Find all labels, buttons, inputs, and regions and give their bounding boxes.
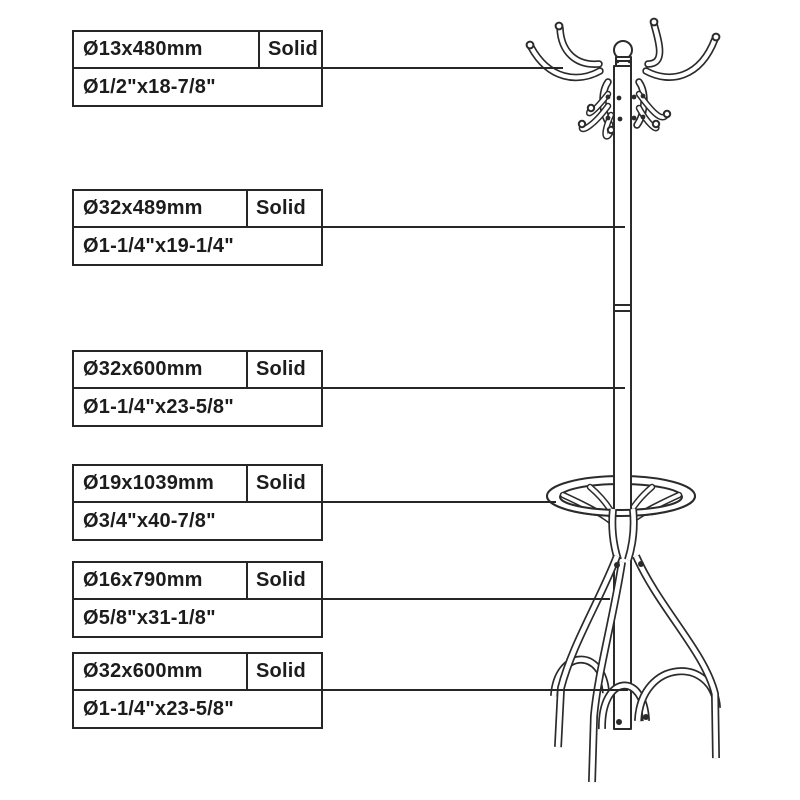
metric-dimension: Ø32x600mm — [83, 660, 203, 682]
base-arches — [554, 660, 717, 729]
metric-dimension: Ø16x790mm — [83, 569, 203, 591]
material-type: Solid — [246, 654, 321, 689]
spec-table-4 — [72, 464, 323, 541]
material-type: Solid — [246, 352, 321, 387]
imperial-dimension: Ø1-1/4"x23-5/8" — [83, 697, 234, 720]
material-type: Solid — [246, 563, 321, 598]
material-type: Solid — [246, 466, 321, 501]
imperial-dimension: Ø1-1/4"x19-1/4" — [83, 234, 234, 257]
metric-dimension: Ø32x600mm — [83, 358, 203, 380]
spec-table-5 — [72, 561, 323, 638]
metric-dimension: Ø19x1039mm — [83, 472, 214, 494]
metric-dimension: Ø13x480mm — [83, 38, 203, 60]
imperial-dimension: Ø1/2"x18-7/8" — [83, 75, 216, 98]
collar — [616, 57, 631, 66]
imperial-dimension: Ø3/4"x40-7/8" — [83, 509, 216, 532]
spec-table-2 — [72, 189, 323, 266]
spec-table-1 — [72, 30, 323, 107]
metric-dimension: Ø32x489mm — [83, 197, 203, 219]
material-type: Solid — [258, 32, 321, 67]
pole — [614, 66, 631, 729]
spec-table-3 — [72, 350, 323, 427]
imperial-dimension: Ø1-1/4"x23-5/8" — [83, 395, 234, 418]
spec-table-6 — [72, 652, 323, 729]
material-type: Solid — [246, 191, 321, 226]
imperial-dimension: Ø5/8"x31-1/8" — [83, 606, 216, 629]
leader-lines — [321, 68, 628, 690]
